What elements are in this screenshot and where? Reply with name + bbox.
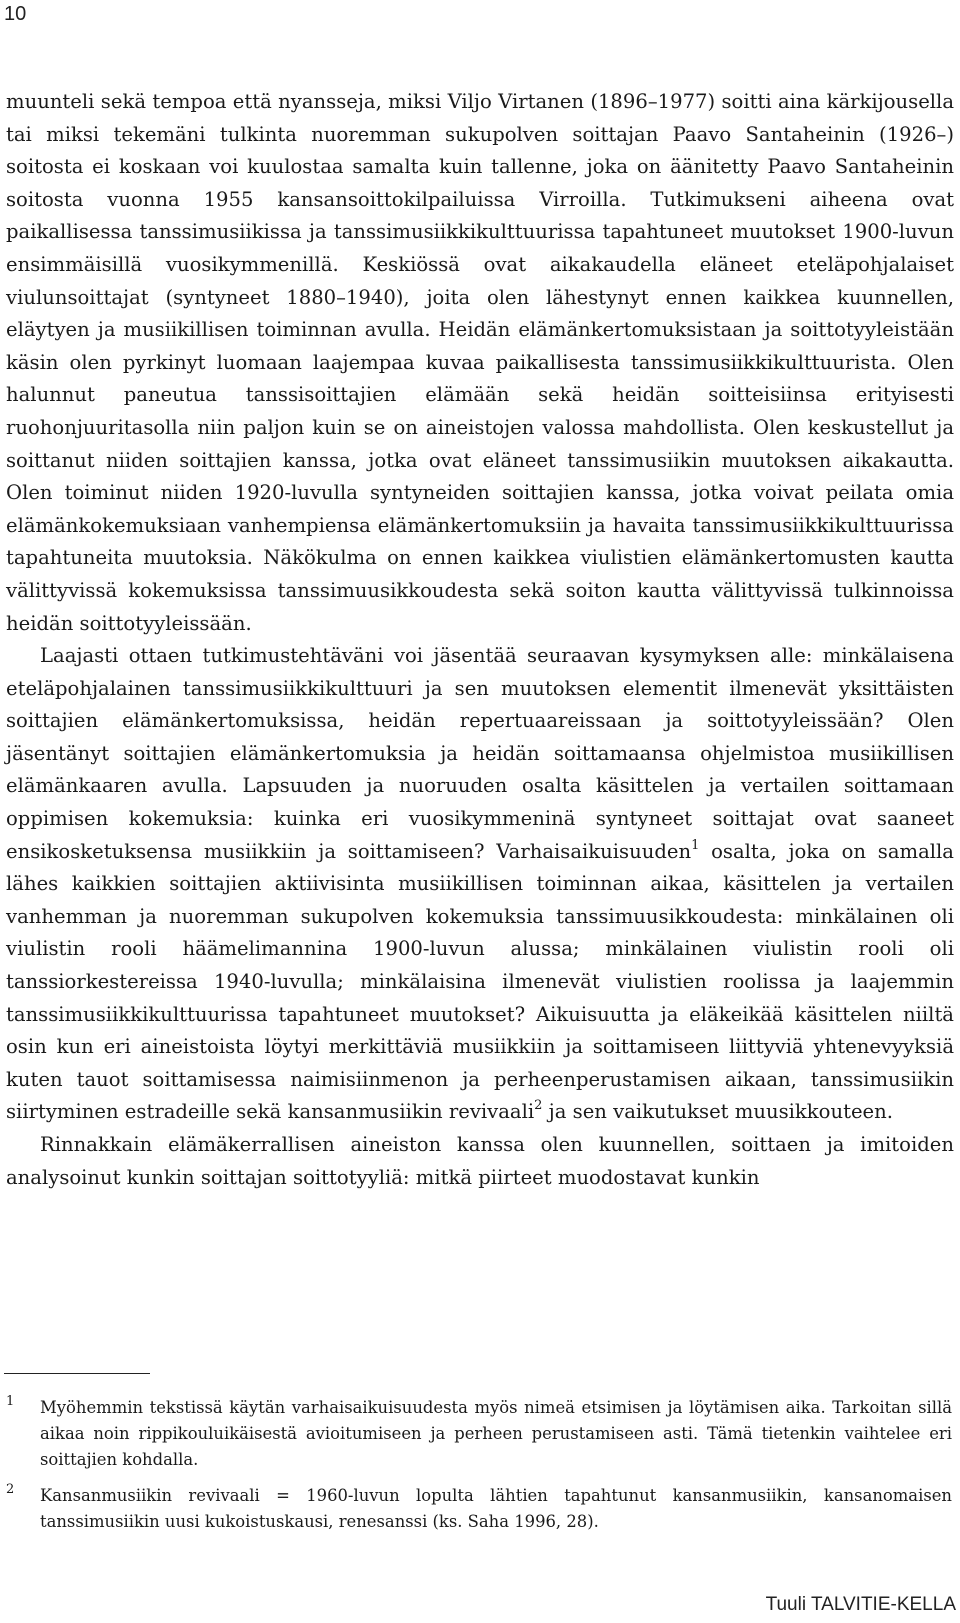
footnote-number: 1 [6,1394,15,1409]
footnote-2 [6,1483,952,1535]
footnote-number: 2 [6,1482,15,1497]
footnote-text: Kansanmusiikin revivaali = 1960-luvun lopulta lähtien tapahtunut kansanmusiikin, kansanomaisen tanssimusiikin uusi kukoistuskausi, renesanssi (ks. Saha 1996, 28). [40,1486,952,1531]
footnote-ref-2: 2 [534,1098,543,1114]
main-text [6,86,954,1194]
footnote-text: Myöhemmin tekstissä käytän varhaisaikuisuudesta myös nimeä etsimisen ja löytämisen aika. Tarkoitan sillä aikaa noin rippikouluikäisestä avioitumiseen ja perheen perustamiseen asti. Tämä tietenkin vaihtelee eri soittajien kohdalla. [40,1398,952,1469]
footnote-ref-1: 1 [691,837,700,853]
paragraph-2-part-3: osalta, joka on samalla lähes kaikkien soittajien aktiivisinta musiikillisen toiminnan aikaa, käsittelen ja vertailen vanhemman ja nuoremman sukupolven kokemuksia tanssimuusikkoudesta: minkälainen oli viulistin rooli häämelimannina 1900-luvun alussa; minkälainen viulistin rooli oli tanssiorkestereissa 1940-luvulla; minkälaisina ilmenevät viulistien roolissa ja laajemmin tanssimusiikkikulttuurissa tapahtuneet muutokset? Aikuisuutta ja eläkeikää käsittelen niiltä osin kun eri aineistoista löytyi merkittäviä musiikkiin ja soittamiseen liittyviä yhtenevyyksiä kuten tauot soittamisessa naimisiinmenon ja perheenperustamisen aikaan, tanssimusiikin siirtyminen estradeille sekä kansanmusiikin revivaali [6,839,954,1124]
paragraph-2-part-2: Varhaisaikuisuuden [496,839,692,863]
footnotes [6,1395,952,1545]
paragraph-3: Rinnakkain elämäkerrallisen aineiston kanssa olen kuunnellen, soittaen ja imitoiden analysoinut kunkin soittajan soittotyyliä: mitkä piirteet muodostavat kunkin [6,1133,954,1189]
page-number: 10 [4,3,27,25]
paragraph-2-part-4: ja sen vaikutukset muusikkouteen. [548,1100,893,1124]
footnote-1 [6,1395,952,1473]
paragraph-2-part-1: Laajasti ottaen tutkimustehtäväni voi jäsentää seuraavan kysymyksen alle: minkälaisena eteläpohjalainen tanssimusiikkikulttuuri ja sen muutoksen elementit ilmenevät yksittäisten soittajien elämänkertomuksissa, heidän repertuaareissaan ja soittotyyleissään? Olen jäsentänyt soittajien elämänkertomuksia ja heidän soittamaansa ohjelmistoa musiikillisen elämänkaaren avulla. Lapsuuden ja nuoruuden osalta käsittelen ja vertailen soittamaan oppimisen kokemuksia: kuinka eri vuosikymmeninä syntyneet soittajat ovat saaneet ensikosketuksensa musiikkiin ja soittamiseen? [6,644,954,863]
paragraph-1: muunteli sekä tempoa että nyansseja, miksi Viljo Virtanen (1896–1977) soitti aina kärkijousella tai miksi tekemäni tulkinta nuoremman sukupolven soittajan Paavo Santaheinin (1926–) soitosta ei koskaan voi kuulostaa samalta kuin tallenne, joka on äänitetty Paavo Santaheinin soitosta vuonna 1955 kansansoittokilpailuissa Virroilla. Tutkimukseni aiheena ovat paikallisessa tanssimusiikissa ja tanssimusiikkikulttuurissa tapahtuneet muutokset 1900-luvun ensimmäisillä vuosikymmenillä. Keskiössä ovat aikakaudella eläneet eteläpohjalaiset viulunsoittajat (syntyneet 1880–1940), joita olen lähestynyt ennen kaikkea kuunnellen, eläytyen ja musiikillisen toiminnan avulla. Heidän elämänkertomuksistaan ja soittotyyleistään käsin olen pyrkinyt luomaan laajempaa kuvaa paikallisesta tanssimusiikkikulttuurista. Olen halunnut paneutua tanssisoittajien elämään sekä heidän soitteisiinsa erityisesti ruohonjuuritasolla niin paljon kuin se on aineistojen valossa mahdollista. Olen keskustellut ja soittanut niiden soittajien kanssa, jotka ovat eläneet tanssimusiikin muutoksen aikakautta. Olen toiminut niiden 1920-luvulla syntyneiden soittajien kanssa, jotka voivat peilata omia elämänkokemuksiaan vanhempiensa elämänkertomuksiin ja havaita tanssimusiikkikulttuurissa tapahtuneita muutoksia. Näkökulma on ennen kaikkea viulistien elämänkertomusten kautta välittyvissä kokemuksissa tanssimuusikkoudesta sekä soiton kautta välittyvissä tulkinnoissa heidän soittotyyleissään. [6,90,954,635]
footnote-rule [4,1373,150,1374]
running-footer-author: Tuuli TALVITIE-KELLA [765,1594,956,1615]
paragraph-2 [6,640,954,1129]
